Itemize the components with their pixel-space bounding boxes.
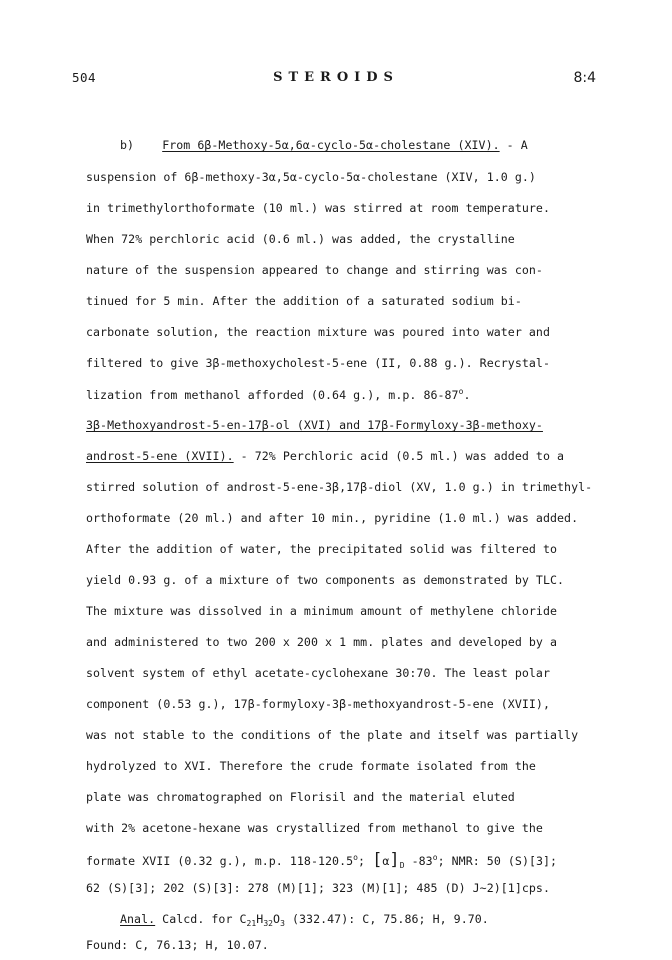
text-line: in trimethylorthoformate (10 ml.) was stirred at room temperature. [86, 201, 550, 215]
text-line: plate was chromatographed on Florisil and the material eluted [86, 790, 515, 804]
text-line: lization from methanol afforded (0.64 g.), m.p. 86-87$^o$. [86, 387, 471, 402]
text-line: component (0.53 g.), 17β-formyloxy-3β-methoxyandrost-5-ene (XVII), [86, 697, 550, 711]
para-b-label: b) [120, 138, 135, 152]
para-b-title: From 6β-Methoxy-5α,6α-cyclo-5α-cholestane (XIV). [162, 138, 500, 152]
text-line: was not stable to the conditions of the plate and itself was partially [86, 728, 579, 742]
para-b-heading-line [120, 138, 528, 152]
text-line: hydrolyzed to XVI. Therefore the crude formate isolated from the [86, 759, 536, 773]
text-line: filtered to give 3β-methoxycholest-5-ene (II, 0.88 g.). Recrystal- [86, 356, 550, 370]
text-line: orthoformate (20 ml.) and after 10 min., pyridine (1.0 ml.) was added. [86, 511, 579, 525]
text-line: and administered to two 200 x 200 x 1 mm. plates and developed by a [86, 635, 558, 649]
text-line: After the addition of water, the precipitated solid was filtered to [86, 542, 558, 556]
text-line: The mixture was dissolved in a minimum amount of methylene chloride [86, 604, 558, 618]
text-line: yield 0.93 g. of a mixture of two components as demonstrated by TLC. [86, 573, 565, 587]
para-b-title-tail: - A [506, 138, 528, 152]
journal-title: STEROIDS [273, 70, 399, 85]
text-line: stirred solution of androst-5-ene-3β,17β-diol (XV, 1.0 g.) in trimethyl- [86, 480, 593, 494]
text-line: suspension of 6β-methoxy-3α,5α-cyclo-5α-cholestane (XIV, 1.0 g.) [86, 170, 536, 184]
issue-number: 8:4 [573, 70, 596, 86]
page-number: 504 [72, 70, 97, 85]
text-line: with 2% acetone-hexane was crystallized from methanol to give the [86, 821, 543, 835]
analysis-line: Anal. Calcd. for $C_{21}H_{32}O_3$ (332.47): C, 75.86; H, 9.70. [120, 912, 489, 928]
nmr-line: 62 (S)[3]; 202 (S)[3]: 278 (M)[1]; 323 (M)[1]; 485 (D) J∼2)[1]cps. [86, 881, 550, 895]
analysis-label: Anal. [120, 912, 156, 926]
formate-line: formate XVII (0.32 g.), m.p. 118-120.5$^o$; $[\alpha]_D$ -83$^o$; NMR: 50 (S)[3]; [86, 850, 558, 870]
text-line: tinued for 5 min. After the addition of a saturated sodium bi- [86, 294, 522, 308]
para-xvi-title: 3β-Methoxyandrost-5-en-17β-ol (XVI) and 17β-Formyloxy-3β-methoxy- [86, 418, 543, 432]
para-xvi-title-cont: androst-5-ene (XVII). [86, 449, 234, 463]
text-line: carbonate solution, the reaction mixture was poured into water and [86, 325, 550, 339]
text-line: nature of the suspension appeared to change and stirring was con- [86, 263, 543, 277]
text-line: androst-5-ene (XVII). - 72% Perchloric acid (0.5 ml.) was added to a [86, 449, 565, 463]
text-line: solvent system of ethyl acetate-cyclohexane 30:70. The least polar [86, 666, 550, 680]
text-line: When 72% perchloric acid (0.6 ml.) was added, the crystalline [86, 232, 515, 246]
found-line: Found: C, 76.13; H, 10.07. [86, 938, 269, 952]
